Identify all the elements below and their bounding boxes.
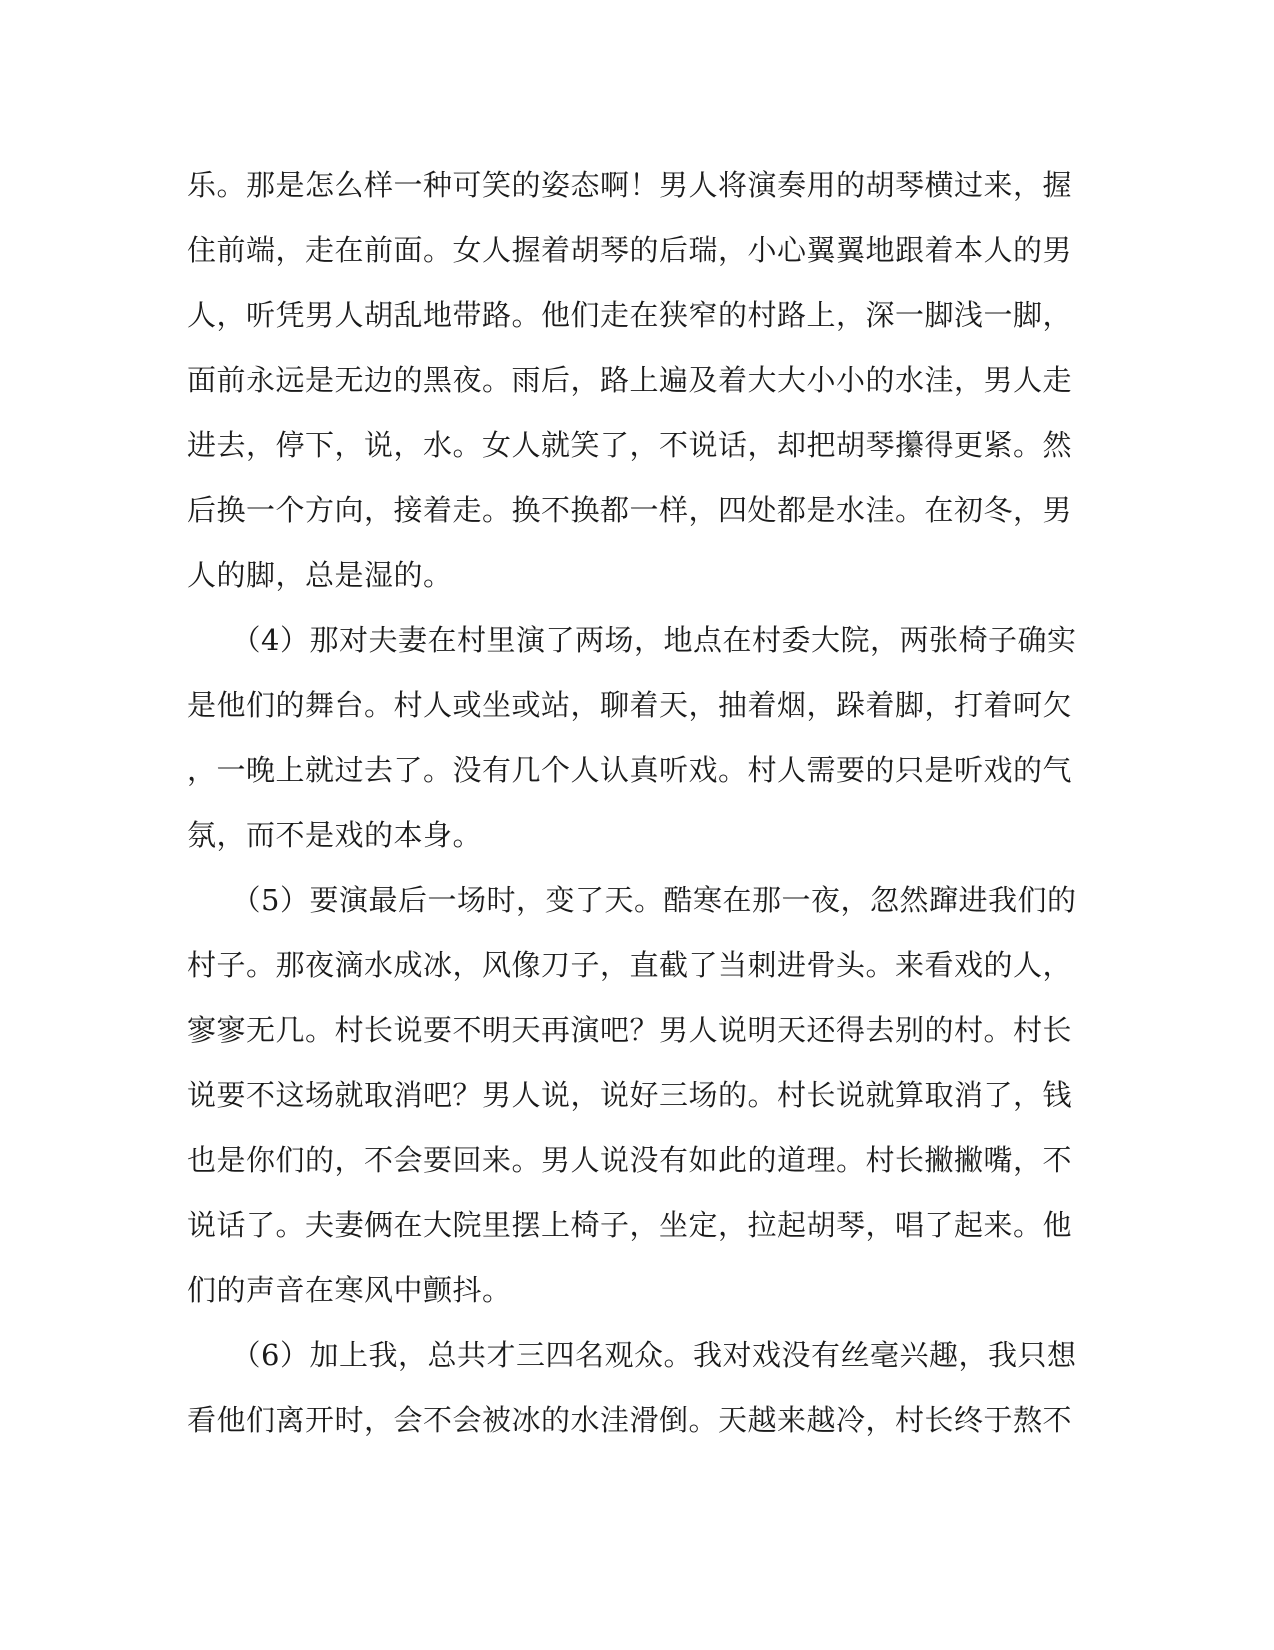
text-line: 人的脚，总是湿的。 <box>187 558 453 592</box>
text-line: 寥寥无几。村长说要不明天再演吧？男人说明天还得去别的村。村长 <box>187 1013 1073 1047</box>
paragraph-6-line: （6）加上我，总共才三四名观众。我对戏没有丝毫兴趣，我只想 <box>187 1338 1077 1372</box>
paragraph-5-line: （5）要演最后一场时，变了天。酷寒在那一夜，忽然蹿进我们的 <box>187 883 1077 917</box>
body-text <box>187 153 1087 1453</box>
text-line: 们的声音在寒风中颤抖。 <box>187 1273 512 1307</box>
text-line: 住前端，走在前面。女人握着胡琴的后瑞，小心翼翼地跟着本人的男 <box>187 233 1073 267</box>
text-line: 说话了。夫妻俩在大院里摆上椅子，坐定，拉起胡琴，唱了起来。他 <box>187 1208 1073 1242</box>
paragraph-4-line: （4）那对夫妻在村里演了两场，地点在村委大院，两张椅子确实 <box>187 623 1077 657</box>
text-line: 说要不这场就取消吧？男人说，说好三场的。村长说就算取消了，钱 <box>187 1078 1073 1112</box>
text-line: 人，听凭男人胡乱地带路。他们走在狭窄的村路上，深一脚浅一脚， <box>187 298 1073 332</box>
text-line: 村子。那夜滴水成冰，风像刀子，直截了当刺进骨头。来看戏的人， <box>187 948 1073 982</box>
text-line: 看他们离开时，会不会被冰的水洼滑倒。天越来越冷，村长终于熬不 <box>187 1403 1073 1437</box>
text-line: 也是你们的，不会要回来。男人说没有如此的道理。村长撇撇嘴，不 <box>187 1143 1073 1177</box>
text-line: ，一晚上就过去了。没有几个人认真听戏。村人需要的只是听戏的气 <box>187 753 1073 787</box>
text-line: 进去，停下，说，水。女人就笑了，不说话，却把胡琴攥得更紧。然 <box>187 428 1073 462</box>
text-line: 面前永远是无边的黑夜。雨后，路上遍及着大大小小的水洼，男人走 <box>187 363 1073 397</box>
text-line: 后换一个方向，接着走。换不换都一样，四处都是水洼。在初冬，男 <box>187 493 1073 527</box>
text-line: 乐。那是怎么样一种可笑的姿态啊！男人将演奏用的胡琴横过来，握 <box>187 168 1073 202</box>
text-line: 是他们的舞台。村人或坐或站，聊着天，抽着烟，跺着脚，打着呵欠 <box>187 688 1073 722</box>
text-line: 氛，而不是戏的本身。 <box>187 818 483 852</box>
